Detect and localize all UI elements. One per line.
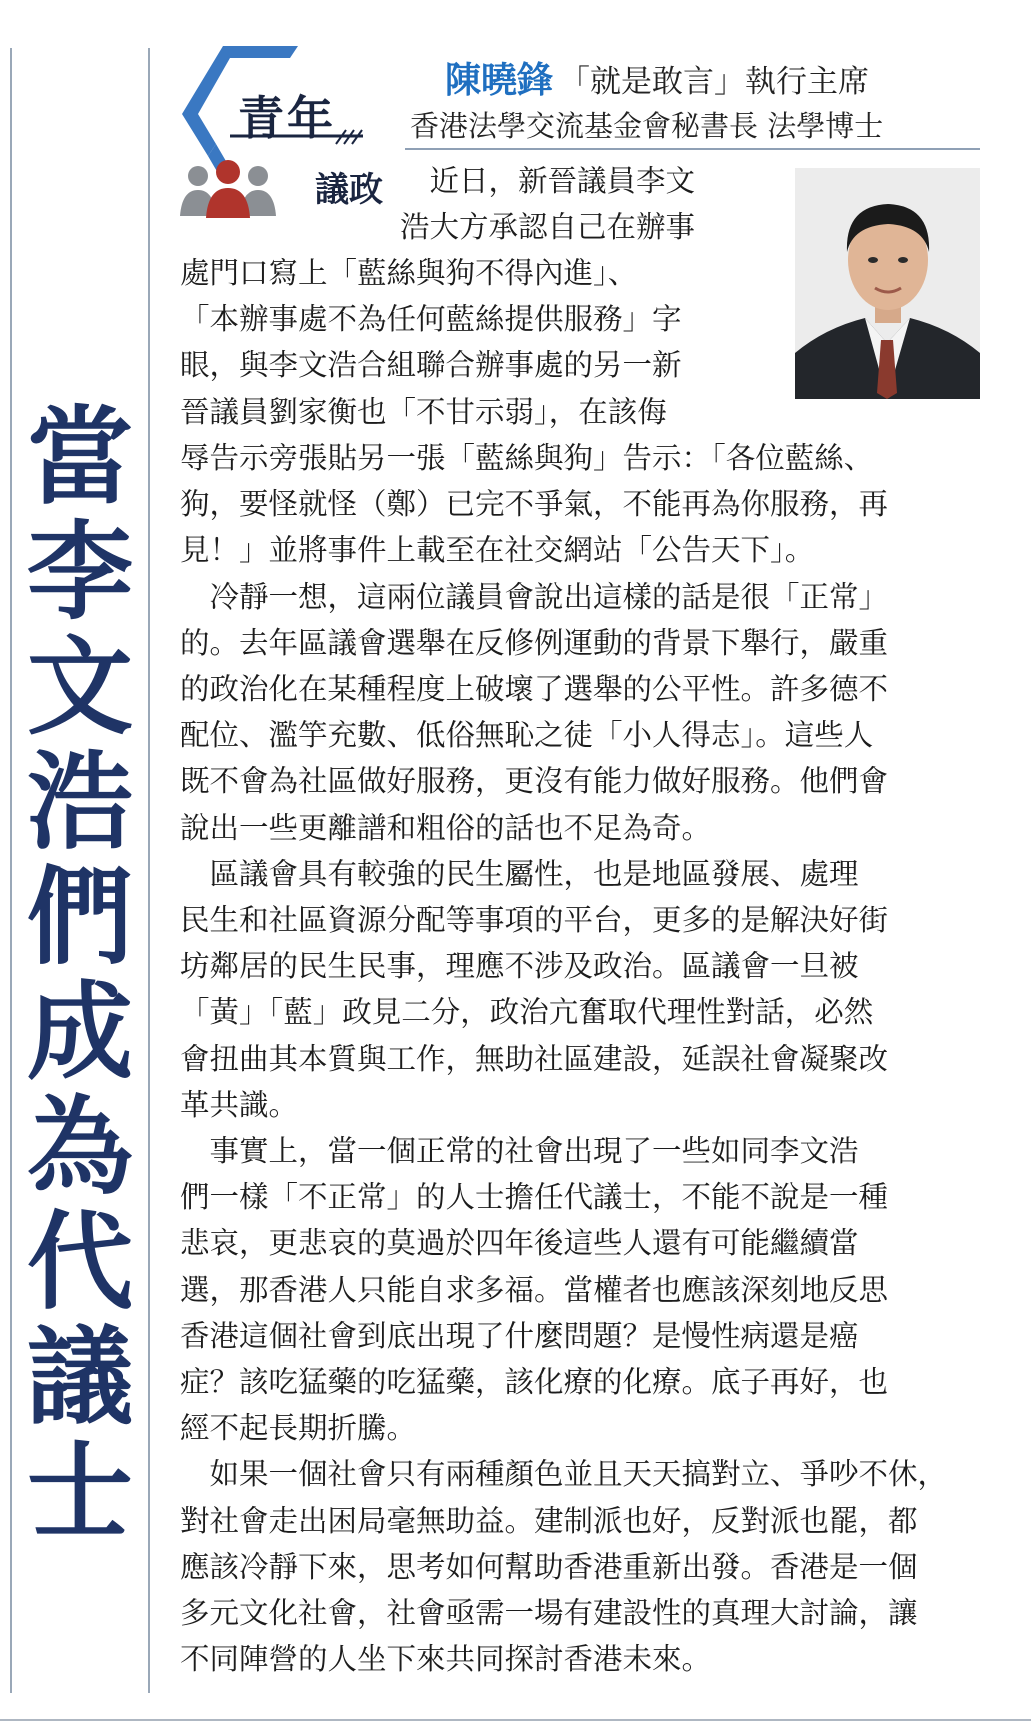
body-line: 見！」並將事件上載至在社交網站「公告天下」。 — [180, 533, 815, 568]
body-line: 浩大方承認自己在辦事 — [400, 210, 696, 245]
body-line: 辱告示旁張貼另一張「藍絲與狗」告示：「各位藍絲、 — [180, 441, 874, 475]
headline-char: 議 — [27, 1316, 133, 1439]
body-line: 香港這個社會到底出現了什麼問題？是慢性病還是癌 — [180, 1318, 859, 1353]
body-line: 症？該吃猛藥的吃猛藥，該化療的化療。底子再好，也 — [180, 1365, 889, 1400]
body-line: 會扭曲其本質與工作，無助社區建設，延誤社會凝聚改 — [180, 1041, 889, 1076]
body-line: 們一樣「不正常」的人士擔任代議士，不能不說是一種 — [180, 1180, 889, 1215]
body-line: 悲哀，更悲哀的莫過於四年後這些人還有可能繼續當 — [180, 1226, 859, 1261]
body-line: 近日，新晉議員李文 — [400, 164, 696, 198]
body-line: 不同陣營的人坐下來共同探討香港未來。 — [180, 1642, 712, 1677]
headline-char: 文 — [27, 626, 133, 749]
headline-char: 們 — [27, 856, 133, 979]
headline-char: 士 — [27, 1431, 133, 1554]
body-line: 既不會為社區做好服務，更沒有能力做好服務。他們會 — [180, 764, 889, 799]
body-line: 應該冷靜下來，思考如何幫助香港重新出發。香港是一個 — [180, 1549, 918, 1584]
left-column-rule — [10, 48, 12, 1693]
column-sub-label: 議政 — [315, 170, 383, 210]
body-line: 處門口寫上「藍絲與狗不得內進」、 — [180, 256, 638, 290]
headline-char: 李 — [27, 511, 133, 634]
body-line: 說出一些更離譜和粗俗的話也不足為奇。 — [180, 810, 712, 845]
body-line: 冷靜一想，這兩位議員會說出這樣的話是很「正常」 — [180, 579, 889, 614]
body-line: 對社會走出困局毫無助益。建制派也好，反對派也罷，都 — [180, 1503, 918, 1538]
headline-char: 當 — [27, 396, 133, 519]
body-line: 「黃」「藍」政見二分，政治亢奮取代理性對話，必然 — [180, 995, 874, 1030]
headline — [20, 396, 140, 1554]
author-portrait — [795, 168, 980, 399]
body-line: 經不起長期折騰。 — [180, 1411, 417, 1446]
headline-divider-rule — [148, 48, 150, 1693]
body-line: 狗，要怪就怪（鄭）已完不爭氣，不能再為你服務，再 — [180, 487, 889, 522]
author-title-1: 「就是敢言」執行主席 — [559, 64, 870, 100]
body-line: 事實上，當一個正常的社會出現了一些如同李文浩 — [180, 1134, 859, 1169]
author-name: 陳曉鋒 — [445, 60, 554, 101]
byline-rule — [405, 148, 980, 150]
body-line: 晉議員劉家衡也「不甘示弱」，在該侮 — [180, 394, 667, 429]
column-label: 青年 — [238, 91, 336, 145]
body-line: 「本辦事處不為任何藍絲提供服務」字 — [180, 302, 682, 337]
bottom-rule — [0, 1719, 1031, 1721]
body-block-narrow — [400, 158, 790, 250]
author-title-2: 香港法學交流基金會秘書長 法學博士 — [410, 109, 884, 143]
headline-char: 成 — [27, 971, 133, 1094]
body-line: 的。去年區議會選舉在反修例運動的背景下舉行，嚴重 — [180, 625, 889, 660]
body-line: 區議會具有較強的民生屬性，也是地區發展、處理 — [180, 856, 859, 891]
body-line: 的政治化在某種程度上破壞了選舉的公平性。許多德不 — [180, 672, 889, 707]
body-line: 革共識。 — [180, 1087, 299, 1122]
body-line: 如果一個社會只有兩種顏色並且天天搞對立、爭吵不休， — [180, 1457, 948, 1492]
body-line: 選，那香港人只能自求多福。當權者也應該深刻地反思 — [180, 1272, 889, 1307]
headline-char: 浩 — [27, 741, 133, 864]
body-line: 坊鄰居的民生民事，理應不涉及政治。區議會一旦被 — [180, 949, 859, 984]
headline-char: 為 — [27, 1086, 133, 1209]
body-line: 配位、濫竽充數、低俗無恥之徒「小人得志」。這些人 — [180, 718, 874, 753]
people-icon — [178, 158, 278, 220]
body-block-full — [180, 435, 980, 1682]
headline-char: 代 — [27, 1201, 133, 1324]
body-block-mid — [180, 250, 790, 435]
body-line: 多元文化社會，社會亟需一場有建設性的真理大討論，讓 — [180, 1596, 918, 1631]
body-line: 眼，與李文浩合組聯合辦事處的另一新 — [180, 348, 682, 383]
body-line: 民生和社區資源分配等事項的平台，更多的是解決好街 — [180, 903, 889, 938]
byline-line-1 — [445, 52, 869, 103]
